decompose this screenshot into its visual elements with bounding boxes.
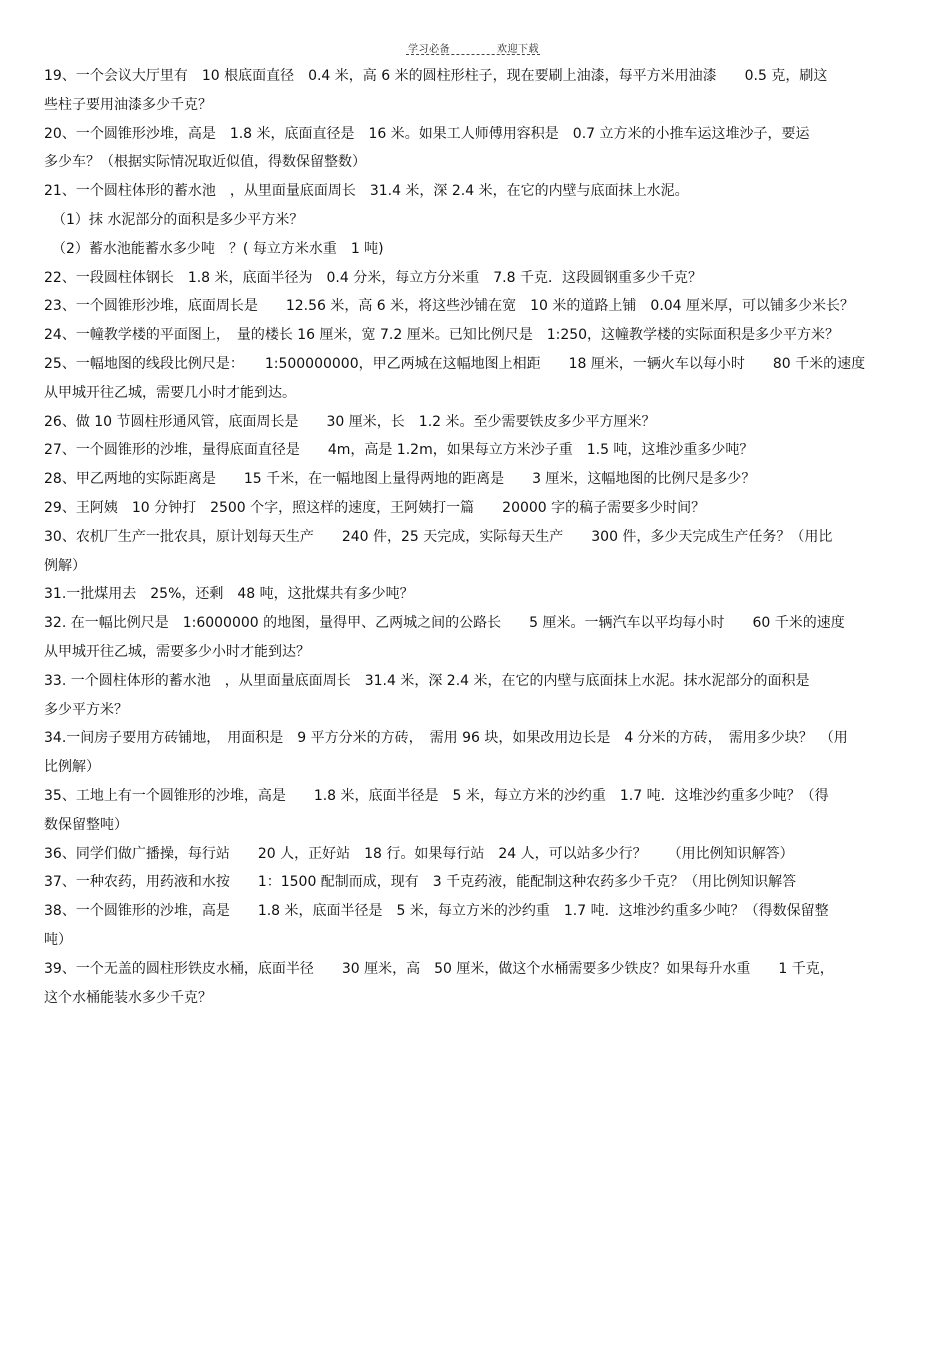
- header-dashed-rule: [406, 54, 540, 55]
- text-line: 这个水桶能装水多少千克？: [44, 989, 212, 1006]
- text-line: 36、同学们做广播操，每行站 20 人，正好站 18 行。如果每行站 24 人，可以站多少行？ （用比例知识解答）: [44, 845, 794, 862]
- text-line: 20、一个圆锥形沙堆，高是 1.8 米，底面直径是 16 米。如果工人师傅用容积是 0.7 立方米的小推车运这堆沙子，要运: [44, 125, 810, 142]
- text-line: 32. 在一幅比例尺是 1:6000000 的地图，量得甲、乙两城之间的公路长 5 厘米。一辆汽车以平均每小时 60 千米的速度: [44, 615, 845, 632]
- problem-list: [44, 62, 906, 1012]
- text-line: 34.一间房子要用方砖铺地， 用面积是 9 平方分米的方砖， 需用 96 块，如果改用边长是 4 分米的方砖， 需用多少块？ （用: [44, 730, 848, 747]
- text-line: 例解）: [44, 557, 86, 574]
- text-line: 从甲城开往乙城，需要多少小时才能到达？: [44, 643, 310, 660]
- text-line: 21、一个圆柱体形的蓄水池 ，从里面量底面周长 31.4 米，深 2.4 米，在它的内壁与底面抹上水泥。: [44, 183, 689, 200]
- text-line: 38、一个圆锥形的沙堆，高是 1.8 米，底面半径是 5 米，每立方米的沙约重 1.7 吨．这堆沙约重多少吨？（得数保留整: [44, 903, 829, 920]
- text-line: 28、甲乙两地的实际距离是 15 千米，在一幅地图上量得两地的距离是 3 厘米，这幅地图的比例尺是多少？: [44, 471, 756, 488]
- text-line: 39、一个无盖的圆柱形铁皮水桶，底面半径 30 厘米，高 50 厘米，做这个水桶需要多少铁皮？如果每升水重 1 千克，: [44, 960, 834, 977]
- text-line: 31.一批煤用去 25%，还剩 48 吨，这批煤共有多少吨？: [44, 586, 414, 603]
- text-line: 30、农机厂生产一批农具，原计划每天生产 240 件，25 天完成，实际每天生产 300 件，多少天完成生产任务？（用比: [44, 528, 833, 545]
- text-line: 23、一个圆锥形沙堆，底面周长是 12.56 米，高 6 米，将这些沙铺在宽 10 米的道路上铺 0.04 厘米厚，可以铺多少米长？: [44, 298, 855, 315]
- text-line: 25、一幅地图的线段比例尺是： 1:500000000，甲乙两城在这幅地图上相距 18 厘米，一辆火车以每小时 80 千米的速度: [44, 355, 866, 372]
- text-line: 19、一个会议大厅里有 10 根底面直径 0.4 米，高 6 米的圆柱形柱子，现在要刷上油漆，每平方米用油漆 0.5 克，刷这: [44, 68, 828, 84]
- text-line: 24、一幢教学楼的平面图上， 量的楼长 16 厘米，宽 7.2 厘米。已知比例尺是 1:250，这幢教学楼的实际面积是多少平方米？: [44, 327, 840, 344]
- text-line: 37、一种农药，用药液和水按 1：1500 配制而成，现有 3 千克药液，能配制这种农药多少千克？（用比例知识解答: [44, 874, 797, 891]
- text-line: 33. 一个圆柱体形的蓄水池 ，从里面量底面周长 31.4 米，深 2.4 米，在它的内壁与底面抹上水泥。抹水泥部分的面积是: [44, 672, 810, 689]
- page-header: [0, 40, 950, 56]
- text-line: 吨）: [44, 931, 72, 948]
- text-line: 27、一个圆锥形的沙堆，量得底面直径是 4m，高是 1.2m，如果每立方米沙子重 1.5 吨，这堆沙重多少吨？: [44, 442, 754, 459]
- text-line: 多少平方米？: [44, 701, 128, 718]
- text-line: 比例解）: [44, 759, 100, 776]
- text-line: 数保留整吨）: [44, 816, 128, 833]
- text-line: 26、做 10 节圆柱形通风管，底面周长是 30 厘米，长 1.2 米。至少需要铁皮多少平方厘米？: [44, 413, 656, 430]
- header-left-text: 学习必备: [408, 44, 450, 55]
- text-line: （1）抹 水泥部分的面积是多少平方米？: [52, 211, 304, 228]
- text-line: 29、王阿姨 10 分钟打 2500 个字，照这样的速度，王阿姨打一篇 20000 字的稿子需要多少时间？: [44, 499, 706, 516]
- text-line: 35、工地上有一个圆锥形的沙堆，高是 1.8 米，底面半径是 5 米，每立方米的沙约重 1.7 吨．这堆沙约重多少吨？（得: [44, 787, 829, 804]
- text-line: 从甲城开往乙城，需要几小时才能到达。: [44, 384, 296, 401]
- header-right-text: 欢迎下载: [497, 44, 539, 55]
- text-line: 些柱子要用油漆多少千克？: [44, 96, 212, 113]
- text-line: 多少车？（根据实际情况取近似值，得数保留整数）: [44, 154, 366, 171]
- text-line: （2）蓄水池能蓄水多少吨 ？( 每立方米水重 1 吨): [52, 240, 384, 257]
- text-line: 22、一段圆柱体钢长 1.8 米，底面半径为 0.4 分米，每立方分米重 7.8 千克．这段圆钢重多少千克？: [44, 269, 702, 286]
